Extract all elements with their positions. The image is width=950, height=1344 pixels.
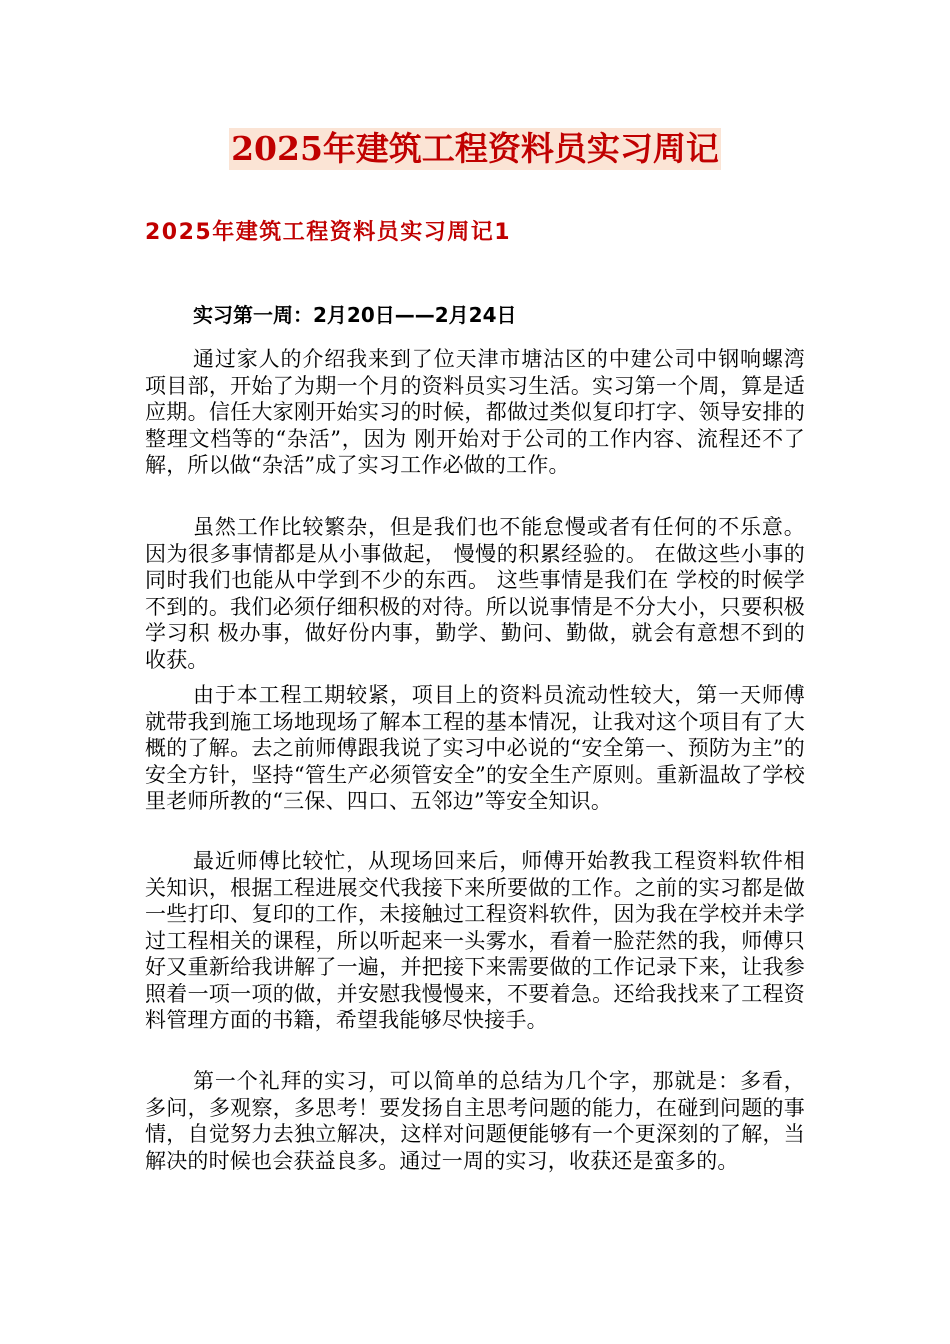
document-title: 2025年建筑工程资料员实习周记	[231, 129, 719, 168]
section-heading: 2025年建筑工程资料员实习周记1	[145, 220, 512, 245]
paragraph-4: 最近师傅比较忙，从现场回来后，师傅开始教我工程资料软件相关知识，根据工程进展交代我接下来所要做的工作。之前的实习都是做一些打印、复印的工作，未接触过工程资料软件，因为我在学校并未学过工程相关的课程，所以听起来一头雾水，看着一脸茫然的我，师傅只好又重新给我讲解了一遍，并把接下来需要做的工作记录下来，让我参照着一项一项的做，并安慰我慢慢来，不要着急。还给我找来了工程资料管理方面的书籍，希望我能够尽快接手。	[145, 849, 805, 1032]
title-container	[0, 128, 950, 170]
paragraph-2: 虽然工作比较繁杂，但是我们也不能怠慢或者有任何的不乐意。因为很多事情都是从小事做起， 慢慢的积累经验的。 在做这些小事的同时我们也能从中学到不少的东西。 这些事情是我们在 学校的时候学不到的。我们必须仔细积极的对待。所以说事情是不分大小，只要积极学习积 极办事，做好份内事，勤学、勤问、勤做，就会有意想不到的收获。	[145, 515, 805, 672]
paragraph-1: 通过家人的介绍我来到了位天津市塘沽区的中建公司中钢响螺湾项目部，开始了为期一个月的资料员实习生活。实习第一个周，算是适应期。信任大家刚开始实习的时候，都做过类似复印打字、领导安排的整理文档等的“杂活”，因为 刚开始对于公司的工作内容、流程还不了解，所以做“杂活”成了实习工作必做的工作。	[145, 347, 805, 477]
paragraph-3: 由于本工程工期较紧，项目上的资料员流动性较大，第一天师傅就带我到施工场地现场了解本工程的基本情况，让我对这个项目有了大概的了解。去之前师傅跟我说了实习中必说的“安全第一、预防为主”的安全方针，坚持“管生产必须管安全”的安全生产原则。重新温故了学校里老师所教的“三保、四口、五邻边”等安全知识。	[145, 683, 805, 813]
week-heading: 实习第一周：2月20日——2月24日	[193, 303, 517, 327]
paragraph-5: 第一个礼拜的实习，可以简单的总结为几个字，那就是：多看，多问，多观察，多思考！要发扬自主思考问题的能力，在碰到问题的事情，自觉努力去独立解决，这样对问题便能够有一个更深刻的了解，当解决的时候也会获益良多。通过一周的实习，收获还是蛮多的。	[145, 1069, 805, 1173]
